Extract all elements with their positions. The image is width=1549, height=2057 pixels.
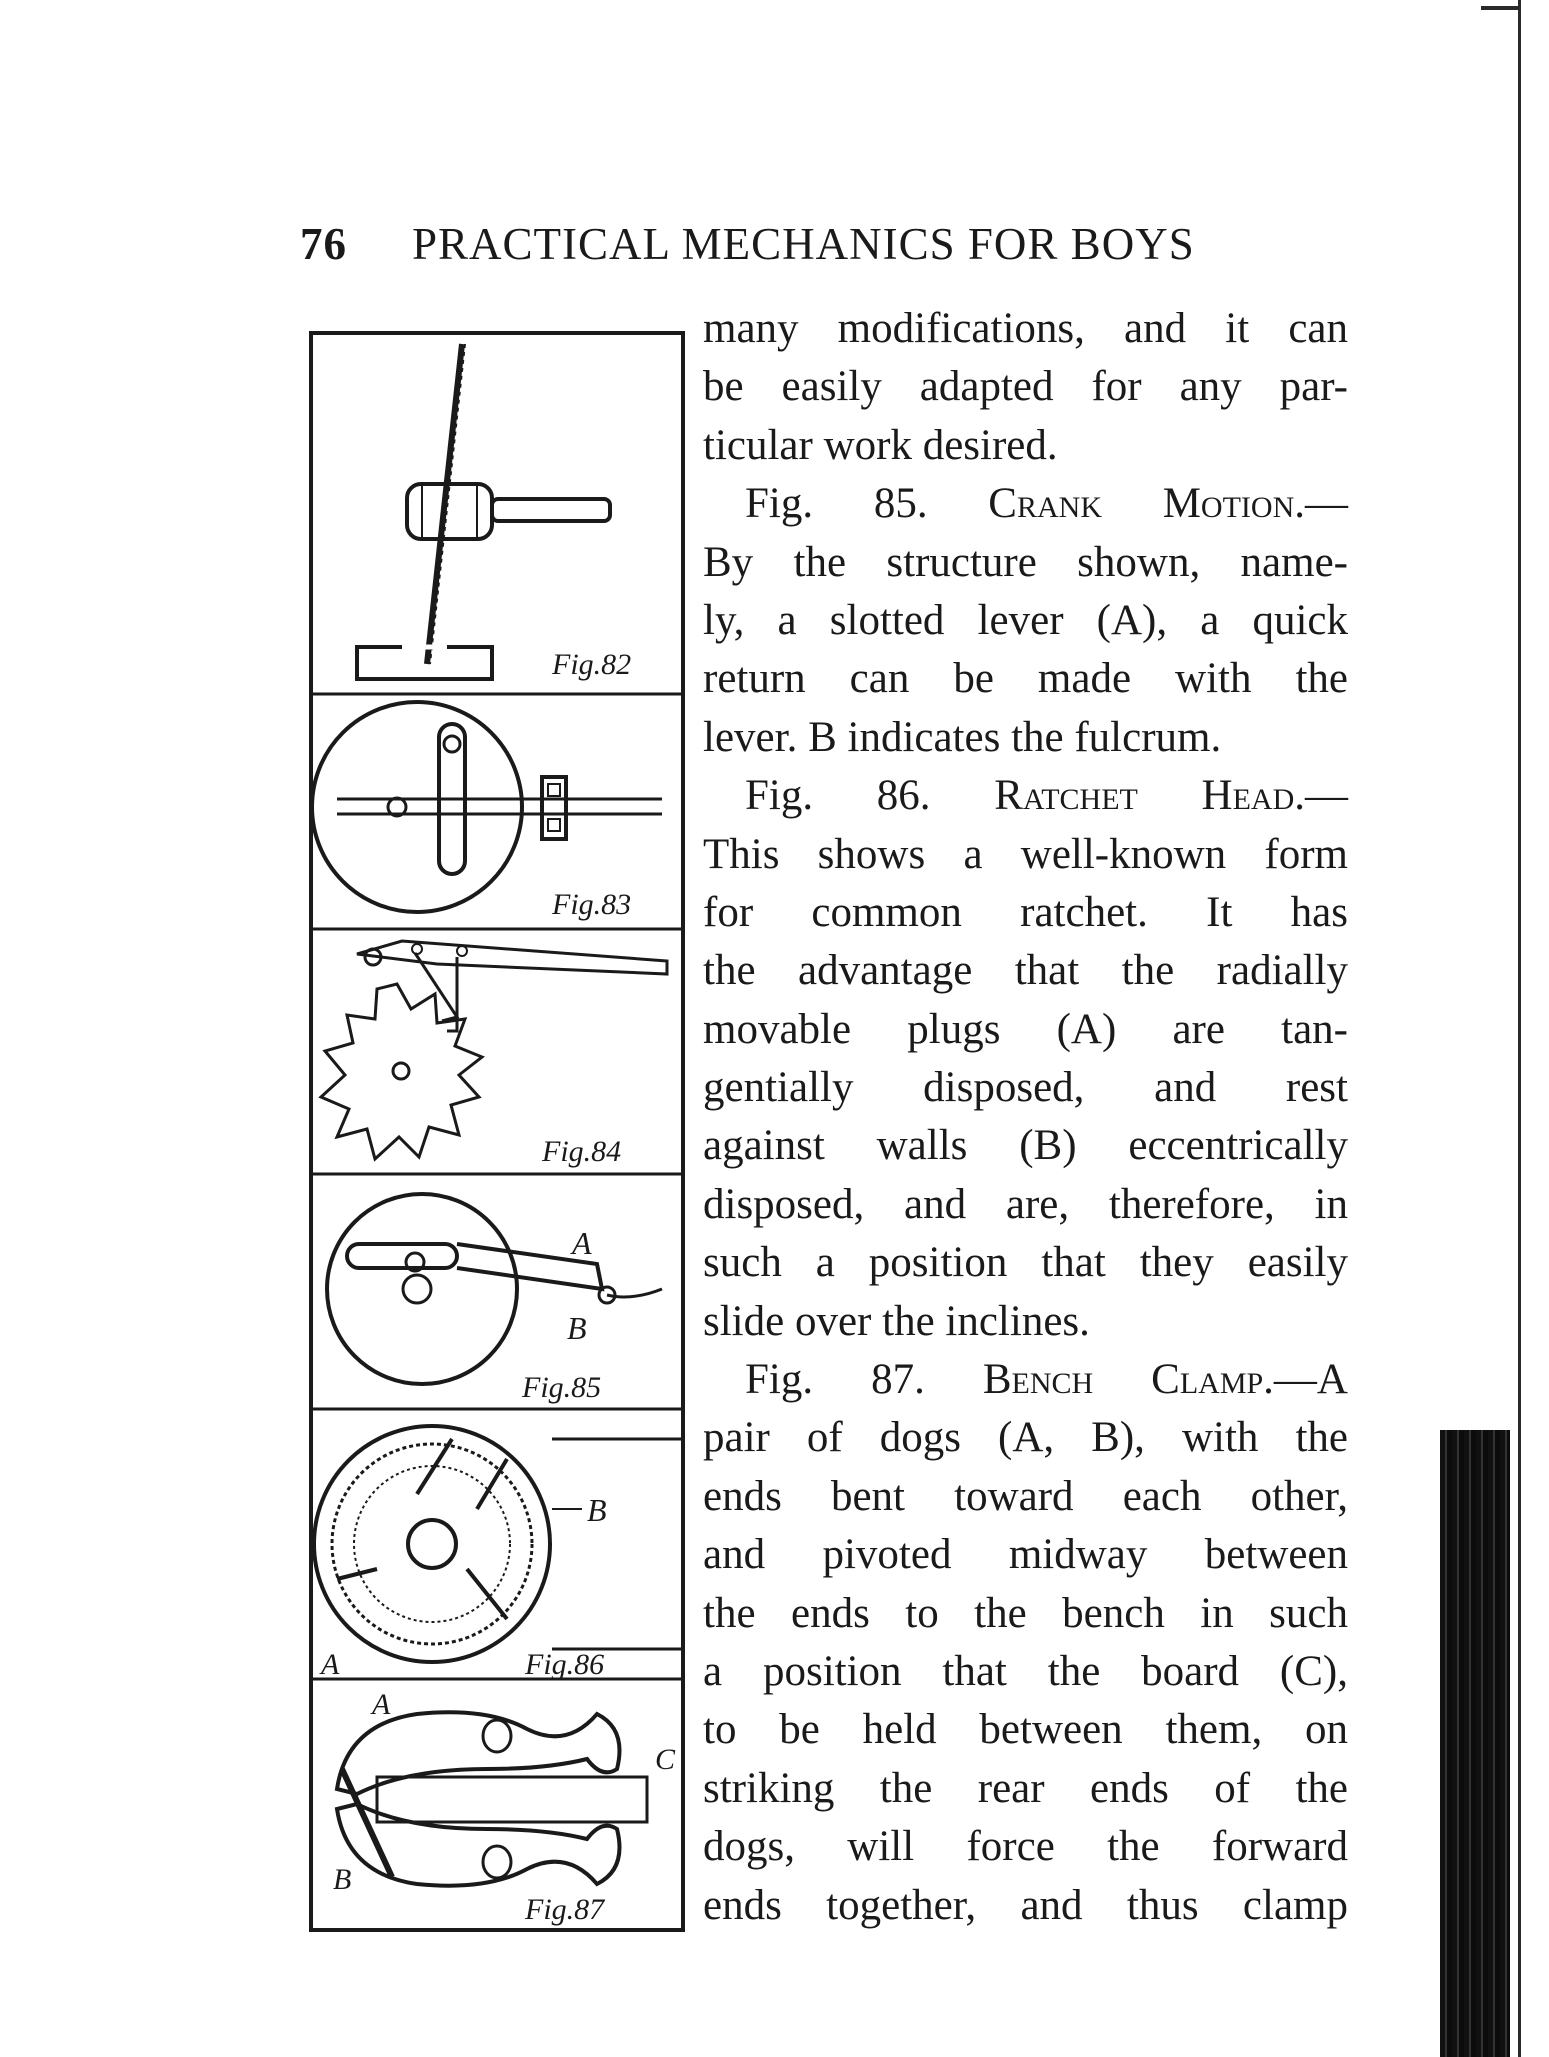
text-line: gentially disposed, and rest xyxy=(703,1064,1348,1112)
text-line: against walls (B) eccentrically xyxy=(703,1122,1348,1170)
figure-83-label: Fig.83 xyxy=(552,888,632,921)
page-edge-tick xyxy=(1481,6,1521,10)
figure-85-callout-a: A xyxy=(572,1225,592,1261)
figure-87-callout-b: B xyxy=(333,1863,352,1896)
scan-shadow xyxy=(1440,1430,1510,2057)
page-number: 76 xyxy=(300,219,347,269)
text-line: lever. B indicates the fulcrum. xyxy=(703,713,1222,761)
text-line: a position that the board (C), xyxy=(703,1647,1348,1695)
figure-85-label: Fig.85 xyxy=(522,1371,602,1404)
text-line: ticular work desired. xyxy=(703,421,1058,469)
fig87-heading: Bench Clamp.—A xyxy=(982,1356,1348,1404)
running-header xyxy=(300,218,1350,278)
text-line: and pivoted midway between xyxy=(703,1531,1348,1579)
figure-87-label: Fig.87 xyxy=(525,1893,605,1926)
figure-82-label: Fig.82 xyxy=(552,648,632,681)
fig86-heading-line xyxy=(703,767,1348,825)
figure-86-callout-a: A xyxy=(321,1648,340,1681)
figure-85-drawing xyxy=(327,1194,662,1404)
text-line: ends bent toward each other, xyxy=(703,1472,1348,1520)
text-line: ends together, and thus clamp xyxy=(703,1881,1348,1929)
running-title: PRACTICAL MECHANICS FOR BOYS xyxy=(412,219,1195,269)
figure-86-label: Fig.86 xyxy=(525,1648,605,1681)
text-line: the advantage that the radially xyxy=(703,947,1348,995)
fig87-ref: Fig. 87. xyxy=(745,1356,925,1404)
text-line: such a position that they easily xyxy=(703,1239,1348,1287)
text-line: many modifications, and it can xyxy=(703,305,1348,352)
fig85-ref: Fig. 85. xyxy=(745,480,928,528)
figure-87-drawing xyxy=(333,1688,676,1926)
text-line: By the structure shown, name- xyxy=(703,538,1348,586)
text-line: for common ratchet. It has xyxy=(703,888,1348,936)
fig85-heading-line xyxy=(703,475,1348,533)
figure-86-callout-b: B xyxy=(587,1492,607,1528)
fig87-heading-line xyxy=(703,1351,1348,1409)
text-line: be easily adapted for any par- xyxy=(703,363,1348,411)
page-edge-line xyxy=(1518,0,1521,2057)
text-line: the ends to the bench in such xyxy=(703,1589,1348,1637)
figure-85-callout-b: B xyxy=(567,1310,587,1346)
figure-86-drawing xyxy=(314,1426,683,1681)
figure-84-drawing xyxy=(321,941,667,1168)
text-line: to be held between them, on xyxy=(703,1706,1348,1754)
figure-84-label: Fig.84 xyxy=(542,1135,622,1168)
text-line: pair of dogs (A, B), with the xyxy=(703,1414,1348,1462)
figure-87-callout-a: A xyxy=(372,1688,391,1721)
fig86-ref: Fig. 86. xyxy=(745,772,931,820)
fig86-heading: Ratchet Head.— xyxy=(994,772,1348,820)
figure-83-drawing xyxy=(312,702,662,921)
figure-82-drawing xyxy=(357,344,631,681)
text-line: movable plugs (A) are tan- xyxy=(703,1005,1348,1053)
text-line: striking the rear ends of the xyxy=(703,1764,1348,1812)
fig85-heading: Crank Motion.— xyxy=(988,480,1348,528)
text-line: This shows a well-known form xyxy=(703,830,1348,878)
figure-87-callout-c: C xyxy=(655,1743,676,1776)
text-line: slide over the inclines. xyxy=(703,1297,1090,1345)
body-text xyxy=(703,300,1348,1935)
text-line: return can be made with the xyxy=(703,655,1348,703)
text-line: ly, a slotted lever (A), a quick xyxy=(703,596,1348,644)
text-line: dogs, will force the forward xyxy=(703,1823,1348,1871)
text-line: disposed, and are, therefore, in xyxy=(703,1180,1348,1228)
figure-plate xyxy=(307,329,687,1934)
